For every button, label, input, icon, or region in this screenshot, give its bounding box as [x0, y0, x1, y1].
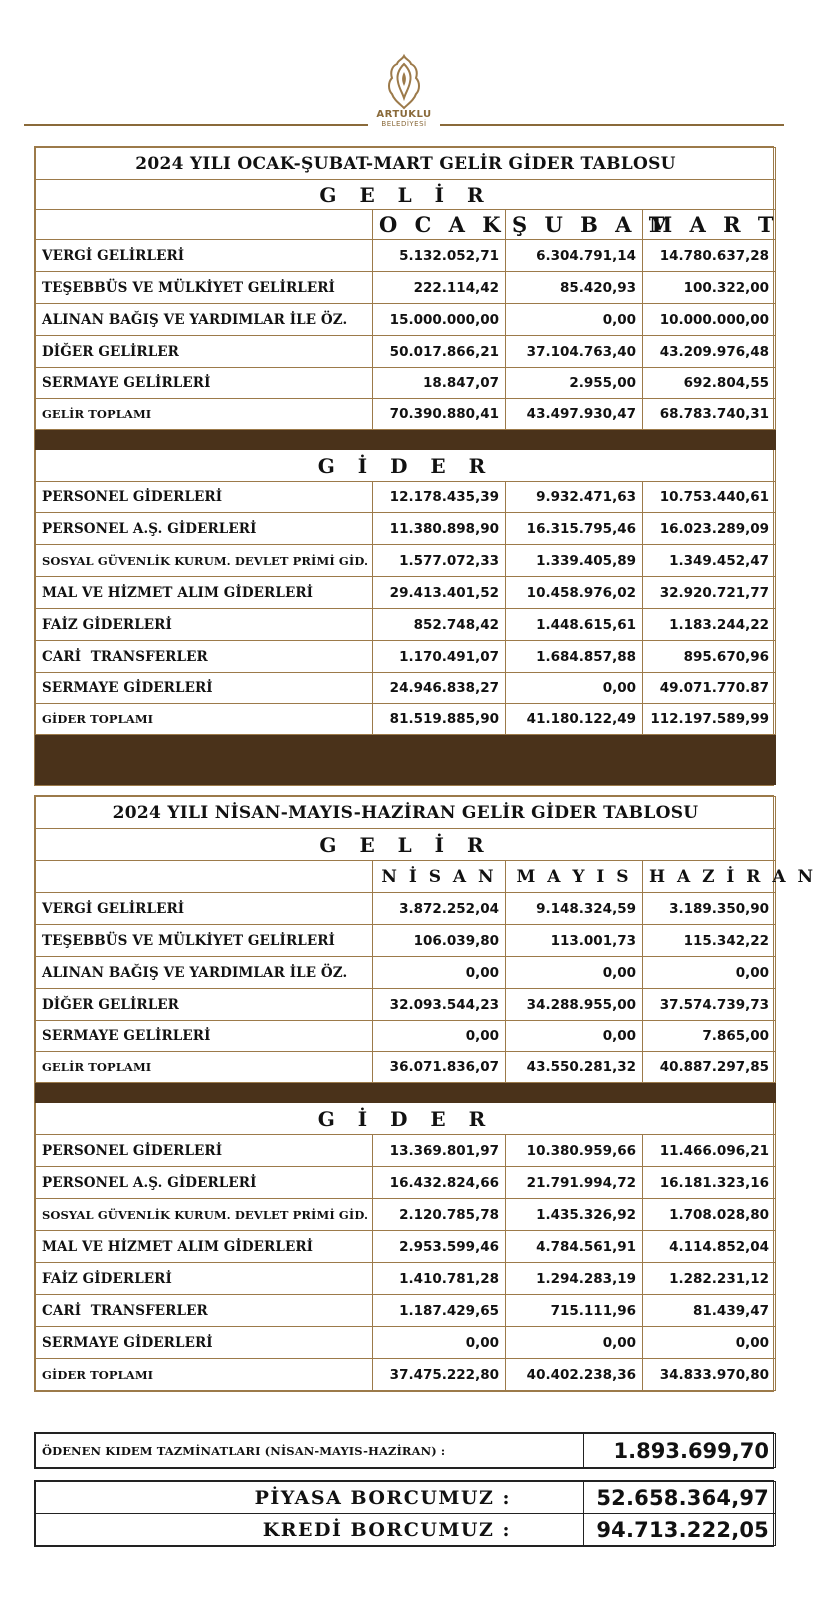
q2-corner-cell — [36, 861, 373, 893]
value-cell: 1.708.028,80 — [643, 1199, 776, 1231]
value-cell: 0,00 — [506, 304, 643, 336]
q2-table — [35, 796, 816, 1391]
severance-table — [35, 1433, 776, 1468]
expense-total-row — [36, 704, 776, 735]
value-cell: 112.197.589,99 — [643, 704, 776, 735]
value-cell: 36.071.836,07 — [373, 1052, 506, 1083]
value-cell: 7.865,00 — [643, 1021, 776, 1052]
value-cell: 692.804,55 — [643, 368, 776, 399]
table-row — [36, 609, 776, 641]
debt-row — [36, 1482, 776, 1514]
row-label: CARİ TRANSFERLER — [36, 641, 373, 673]
row-label: DİĞER GELİRLER — [36, 989, 373, 1021]
row-label: GİDER TOPLAMI — [36, 1359, 373, 1391]
q2-title: 2024 YILI NİSAN-MAYIS-HAZİRAN GELİR GİDER TABLOSU — [36, 797, 776, 829]
table-row — [36, 1021, 776, 1052]
q1-income-header: G E L İ R — [36, 180, 776, 210]
row-label: TEŞEBBÜS VE MÜLKİYET GELİRLERİ — [36, 272, 373, 304]
value-cell: 37.104.763,40 — [506, 336, 643, 368]
value-cell: 37.574.739,73 — [643, 989, 776, 1021]
severance-box — [34, 1432, 774, 1469]
value-cell: 49.071.770.87 — [643, 673, 776, 704]
row-label: GİDER TOPLAMI — [36, 704, 373, 735]
row-label: CARİ TRANSFERLER — [36, 1295, 373, 1327]
brand-name: ARTUKLU — [376, 109, 432, 120]
value-cell: 852.748,42 — [373, 609, 506, 641]
value-cell: 81.519.885,90 — [373, 704, 506, 735]
value-cell: 1.282.231,12 — [643, 1263, 776, 1295]
value-cell: 1.684.857,88 — [506, 641, 643, 673]
value-cell: 1.187.429,65 — [373, 1295, 506, 1327]
value-cell: 100.322,00 — [643, 272, 776, 304]
value-cell: 32.920.721,77 — [643, 577, 776, 609]
table-row — [36, 513, 776, 545]
value-cell: 5.132.052,71 — [373, 240, 506, 272]
value-cell: 3.872.252,04 — [373, 893, 506, 925]
row-label: GELİR TOPLAMI — [36, 399, 373, 430]
table-row — [36, 240, 776, 272]
row-label: PERSONEL GİDERLERİ — [36, 1135, 373, 1167]
value-cell: 16.432.824,66 — [373, 1167, 506, 1199]
value-cell: 1.410.781,28 — [373, 1263, 506, 1295]
row-label: PERSONEL GİDERLERİ — [36, 482, 373, 513]
value-cell: 21.791.994,72 — [506, 1167, 643, 1199]
value-cell: 14.780.637,28 — [643, 240, 776, 272]
value-cell: 32.093.544,23 — [373, 989, 506, 1021]
value-cell: 0,00 — [506, 673, 643, 704]
debt-row — [36, 1514, 776, 1546]
q2-month-2: M A Y I S — [506, 861, 643, 893]
market-debt-label: PİYASA BORCUMUZ : — [36, 1482, 584, 1514]
value-cell: 222.114,42 — [373, 272, 506, 304]
value-cell: 2.955,00 — [506, 368, 643, 399]
table-row — [36, 1263, 776, 1295]
table-row — [36, 893, 776, 925]
value-cell: 115.342,22 — [643, 925, 776, 957]
row-label: MAL VE HİZMET ALIM GİDERLERİ — [36, 1231, 373, 1263]
debts-box — [34, 1480, 774, 1547]
q2-month-1: N İ S A N — [373, 861, 506, 893]
value-cell: 24.946.838,27 — [373, 673, 506, 704]
value-cell: 16.023.289,09 — [643, 513, 776, 545]
value-cell: 0,00 — [373, 1327, 506, 1359]
table-row — [36, 641, 776, 673]
q1-expense-header: G İ D E R — [36, 450, 776, 482]
value-cell: 43.497.930,47 — [506, 399, 643, 430]
table-row — [36, 272, 776, 304]
value-cell: 11.466.096,21 — [643, 1135, 776, 1167]
q2-expense-header: G İ D E R — [36, 1103, 776, 1135]
value-cell: 0,00 — [506, 1021, 643, 1052]
debts-table — [35, 1481, 776, 1546]
logo — [372, 54, 436, 144]
row-label: SOSYAL GÜVENLİK KURUM. DEVLET PRİMİ GİD. — [36, 545, 373, 577]
divider-band — [36, 1083, 776, 1103]
q1-table — [35, 147, 779, 785]
table-row — [36, 368, 776, 399]
value-cell: 106.039,80 — [373, 925, 506, 957]
value-cell: 2.953.599,46 — [373, 1231, 506, 1263]
q2-table-panel — [34, 795, 816, 1392]
header-rule-right — [440, 124, 784, 126]
value-cell: 34.833.970,80 — [643, 1359, 776, 1391]
value-cell: 68.783.740,31 — [643, 399, 776, 430]
value-cell: 12.178.435,39 — [373, 482, 506, 513]
value-cell: 9.148.324,59 — [506, 893, 643, 925]
value-cell: 2.120.785,78 — [373, 1199, 506, 1231]
row-label: PERSONEL A.Ş. GİDERLERİ — [36, 1167, 373, 1199]
value-cell: 37.475.222,80 — [373, 1359, 506, 1391]
value-cell: 1.577.072,33 — [373, 545, 506, 577]
value-cell: 3.189.350,90 — [643, 893, 776, 925]
table-row — [36, 1327, 776, 1359]
row-label: ALINAN BAĞIŞ VE YARDIMLAR İLE ÖZ. — [36, 957, 373, 989]
severance-value: 1.893.699,70 — [584, 1434, 776, 1468]
value-cell: 4.784.561,91 — [506, 1231, 643, 1263]
row-label: ALINAN BAĞIŞ VE YARDIMLAR İLE ÖZ. — [36, 304, 373, 336]
value-cell: 1.339.405,89 — [506, 545, 643, 577]
value-cell: 1.435.326,92 — [506, 1199, 643, 1231]
market-debt-value: 52.658.364,97 — [584, 1482, 776, 1514]
row-label: DİĞER GELİRLER — [36, 336, 373, 368]
income-total-row — [36, 1052, 776, 1083]
row-label: SERMAYE GİDERLERİ — [36, 673, 373, 704]
value-cell: 29.413.401,52 — [373, 577, 506, 609]
row-label: VERGİ GELİRLERİ — [36, 240, 373, 272]
value-cell: 40.402.238,36 — [506, 1359, 643, 1391]
value-cell: 1.448.615,61 — [506, 609, 643, 641]
municipality-emblem-icon — [384, 54, 424, 110]
value-cell: 0,00 — [373, 957, 506, 989]
table-row — [36, 925, 776, 957]
value-cell: 4.114.852,04 — [643, 1231, 776, 1263]
q2-income-header: G E L İ R — [36, 829, 776, 861]
value-cell: 11.380.898,90 — [373, 513, 506, 545]
value-cell: 50.017.866,21 — [373, 336, 506, 368]
row-label: GELİR TOPLAMI — [36, 1052, 373, 1083]
credit-debt-value: 94.713.222,05 — [584, 1514, 776, 1546]
value-cell: 10.458.976,02 — [506, 577, 643, 609]
table-row — [36, 545, 776, 577]
value-cell: 9.932.471,63 — [506, 482, 643, 513]
brand-subtitle: BELEDİYESİ — [381, 120, 427, 128]
value-cell: 0,00 — [506, 957, 643, 989]
divider-band — [36, 735, 776, 785]
expense-total-row — [36, 1359, 776, 1391]
table-row — [36, 1167, 776, 1199]
severance-label: ÖDENEN KIDEM TAZMİNATLARI (NİSAN-MAYIS-HAZİRAN) : — [36, 1434, 584, 1468]
value-cell: 1.349.452,47 — [643, 545, 776, 577]
value-cell: 0,00 — [506, 1327, 643, 1359]
q2-month-3: H A Z İ R A N — [643, 861, 776, 893]
table-row — [36, 989, 776, 1021]
row-label: SERMAYE GELİRLERİ — [36, 1021, 373, 1052]
divider-band — [36, 430, 776, 450]
row-label: FAİZ GİDERLERİ — [36, 609, 373, 641]
value-cell: 43.550.281,32 — [506, 1052, 643, 1083]
value-cell: 1.294.283,19 — [506, 1263, 643, 1295]
row-label: PERSONEL A.Ş. GİDERLERİ — [36, 513, 373, 545]
row-label: TEŞEBBÜS VE MÜLKİYET GELİRLERİ — [36, 925, 373, 957]
value-cell: 81.439,47 — [643, 1295, 776, 1327]
row-label: SERMAYE GİDERLERİ — [36, 1327, 373, 1359]
table-row — [36, 482, 776, 513]
q1-corner-cell — [36, 210, 373, 240]
value-cell: 43.209.976,48 — [643, 336, 776, 368]
table-row — [36, 336, 776, 368]
table-row — [36, 957, 776, 989]
value-cell: 40.887.297,85 — [643, 1052, 776, 1083]
value-cell: 0,00 — [643, 1327, 776, 1359]
value-cell: 715.111,96 — [506, 1295, 643, 1327]
value-cell: 0,00 — [373, 1021, 506, 1052]
value-cell: 1.170.491,07 — [373, 641, 506, 673]
row-label: MAL VE HİZMET ALIM GİDERLERİ — [36, 577, 373, 609]
q1-table-panel — [34, 146, 779, 786]
value-cell: 13.369.801,97 — [373, 1135, 506, 1167]
value-cell: 895.670,96 — [643, 641, 776, 673]
row-label: VERGİ GELİRLERİ — [36, 893, 373, 925]
value-cell: 34.288.955,00 — [506, 989, 643, 1021]
table-row — [36, 1199, 776, 1231]
table-row — [36, 577, 776, 609]
value-cell: 70.390.880,41 — [373, 399, 506, 430]
row-label: FAİZ GİDERLERİ — [36, 1263, 373, 1295]
row-label: SERMAYE GELİRLERİ — [36, 368, 373, 399]
table-row — [36, 1295, 776, 1327]
value-cell: 16.181.323,16 — [643, 1167, 776, 1199]
table-row — [36, 304, 776, 336]
value-cell: 6.304.791,14 — [506, 240, 643, 272]
value-cell: 10.380.959,66 — [506, 1135, 643, 1167]
income-total-row — [36, 399, 776, 430]
table-row — [36, 1135, 776, 1167]
value-cell: 1.183.244,22 — [643, 609, 776, 641]
value-cell: 16.315.795,46 — [506, 513, 643, 545]
value-cell: 0,00 — [643, 957, 776, 989]
value-cell: 15.000.000,00 — [373, 304, 506, 336]
value-cell: 113.001,73 — [506, 925, 643, 957]
value-cell: 10.000.000,00 — [643, 304, 776, 336]
table-row — [36, 673, 776, 704]
header-rule-left — [24, 124, 368, 126]
value-cell: 10.753.440,61 — [643, 482, 776, 513]
q1-title: 2024 YILI OCAK-ŞUBAT-MART GELİR GİDER TABLOSU — [36, 148, 776, 180]
table-row — [36, 1231, 776, 1263]
q1-month-3: M A R T — [643, 210, 776, 240]
value-cell: 85.420,93 — [506, 272, 643, 304]
credit-debt-label: KREDİ BORCUMUZ : — [36, 1514, 584, 1546]
value-cell: 18.847,07 — [373, 368, 506, 399]
row-label: SOSYAL GÜVENLİK KURUM. DEVLET PRİMİ GİD. — [36, 1199, 373, 1231]
q1-month-1: O C A K — [373, 210, 506, 240]
value-cell: 41.180.122,49 — [506, 704, 643, 735]
q1-month-2: Ş U B A T — [506, 210, 643, 240]
